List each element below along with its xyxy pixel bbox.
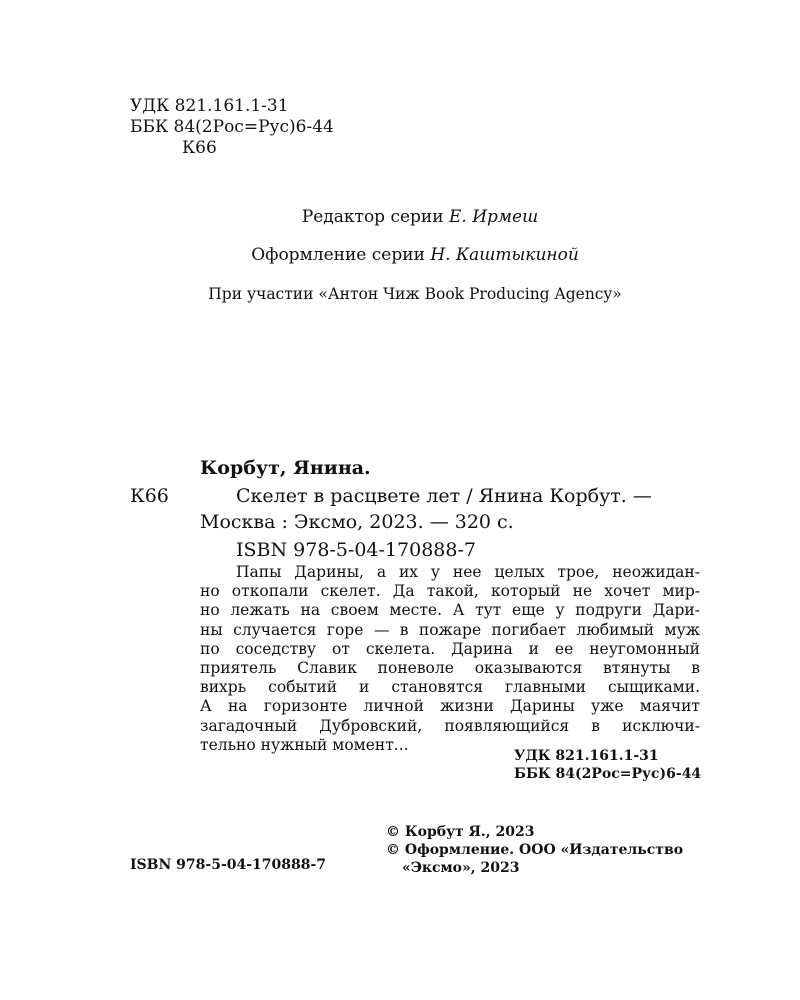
udk-code-footer: УДК 821.161.1-31 — [514, 748, 659, 764]
author-mark: К66 — [182, 138, 217, 158]
bibliographic-author: Корбут, Янина. — [200, 457, 371, 479]
book-annotation — [200, 563, 700, 755]
series-design-name: Н. Каштыкиной — [430, 245, 579, 265]
agency-credit: При участии «Антон Чиж Book Producing Agency» — [208, 285, 622, 303]
annotation-line: тельно нужный момент... — [200, 735, 409, 754]
series-editor-label: Редактор серии — [301, 207, 449, 227]
annotation-line: приятель Славик поневоле оказываются втянуты в — [200, 658, 700, 677]
bbk-code: ББК 84(2Рос=Рус)6-44 — [130, 117, 334, 137]
annotation-line: но откопали скелет. Да такой, который не хочет мир- — [200, 582, 700, 601]
annotation-line: А на горизонте личной жизни Дарины уже маячит — [200, 697, 700, 716]
classification-header — [130, 96, 334, 159]
annotation-line: Папы Дарины, а их у нее целых трое, неожидан- — [236, 563, 700, 581]
series-design-label: Оформление серии — [251, 245, 431, 265]
series-design-credit — [0, 245, 800, 265]
annotation-line: но лежать на своем месте. А тут еще у подруги Дари- — [200, 601, 700, 620]
classification-footer — [514, 747, 701, 783]
bibliographic-title-line-2: Москва : Эксмо, 2023. — 320 с. — [200, 511, 514, 533]
annotation-line: по соседству от скелета. Дарина и ее неугомонный — [200, 639, 700, 658]
bibliographic-title-line-1: Скелет в расцвете лет / Янина Корбут. — — [236, 485, 652, 507]
bibliographic-author-mark: К66 — [130, 485, 169, 507]
copyright-author: © Корбут Я., 2023 — [386, 824, 535, 840]
isbn-footer: ISBN 978-5-04-170888-7 — [130, 857, 327, 873]
udk-code: УДК 821.161.1-31 — [130, 96, 289, 116]
series-editor-name: Е. Ирмеш — [449, 207, 539, 227]
copyright-design-line-1: © Оформление. ООО «Издательство — [386, 842, 684, 858]
annotation-line: ны случается горе — в пожаре погибает любимый муж — [200, 620, 700, 639]
copyright-block — [386, 823, 683, 877]
copyright-design-line-2: «Эксмо», 2023 — [402, 860, 520, 876]
annotation-line: загадочный Дубровский, появляющийся в исключи- — [200, 716, 700, 735]
series-editor-credit — [0, 207, 800, 227]
annotation-line: вихрь событий и становятся главными сыщиками. — [200, 678, 700, 697]
bibliographic-isbn: ISBN 978-5-04-170888-7 — [236, 539, 476, 561]
bbk-code-footer: ББК 84(2Рос=Рус)6-44 — [514, 766, 702, 782]
